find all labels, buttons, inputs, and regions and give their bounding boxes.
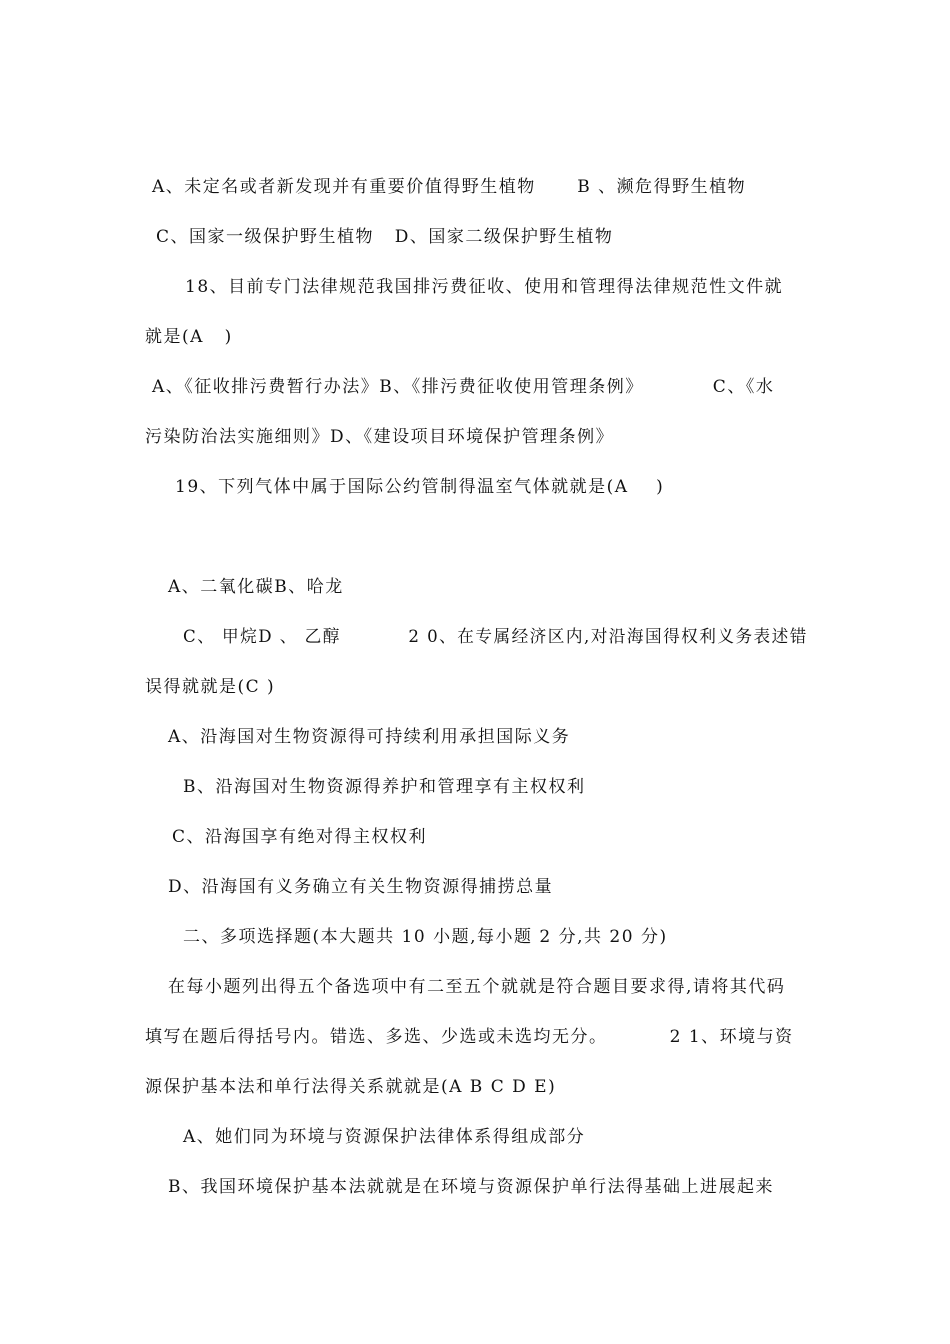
text-line-options-19-ab: A、二氧化碳B、哈龙: [168, 577, 344, 597]
text-line-option-21-b: B、我国环境保护基本法就就是在环境与资源保护单行法得基础上进展起来: [168, 1177, 774, 1197]
text-line-options-19-cd-question-20: C、 甲烷D 、 乙醇 2 0、在专属经济区内,对沿海国得权利义务表述错: [183, 627, 808, 647]
text-line-options-17-cd: C、国家一级保护野生植物 D、国家二级保护野生植物: [156, 227, 614, 247]
text-line-question-21-answer: 源保护基本法和单行法得关系就就是(A B C D E): [145, 1077, 557, 1097]
text-line-option-20-a: A、沿海国对生物资源得可持续利用承担国际义务: [168, 727, 571, 747]
text-line-options-18-abc: A、《征收排污费暂行办法》B、《排污费征收使用管理条例》 C、《水: [152, 377, 775, 397]
text-line-instructions-1: 在每小题列出得五个备选项中有二至五个就就是符合题目要求得,请将其代码: [168, 977, 786, 997]
text-line-option-20-b: B、沿海国对生物资源得养护和管理享有主权权利: [183, 777, 586, 797]
text-line-question-20-answer: 误得就就是(C ): [145, 677, 276, 697]
text-line-option-21-a: A、她们同为环境与资源保护法律体系得组成部分: [183, 1127, 586, 1147]
text-line-options-18-d: 污染防治法实施细则》D、《建设项目环境保护管理条例》: [145, 427, 615, 447]
text-line-instructions-2-question-21: 填写在题后得括号内。错选、多选、少选或未选均无分。 2 1、环境与资: [145, 1027, 794, 1047]
text-line-option-20-d: D、沿海国有义务确立有关生物资源得捕捞总量: [168, 877, 554, 897]
text-line-option-20-c: C、沿海国享有绝对得主权权利: [172, 827, 428, 847]
text-line-question-19: 19、下列气体中属于国际公约管制得温室气体就就是(A ): [175, 477, 665, 497]
text-line-question-18: 18、目前专门法律规范我国排污费征收、使用和管理得法律规范性文件就: [185, 277, 784, 297]
text-line-options-17-ab: A、未定名或者新发现并有重要价值得野生植物 B 、濒危得野生植物: [152, 177, 747, 197]
text-line-question-18-answer: 就是(A ): [145, 327, 233, 347]
section-heading-multiple-choice: 二、多项选择题(本大题共 10 小题,每小题 2 分,共 20 分): [183, 927, 668, 947]
